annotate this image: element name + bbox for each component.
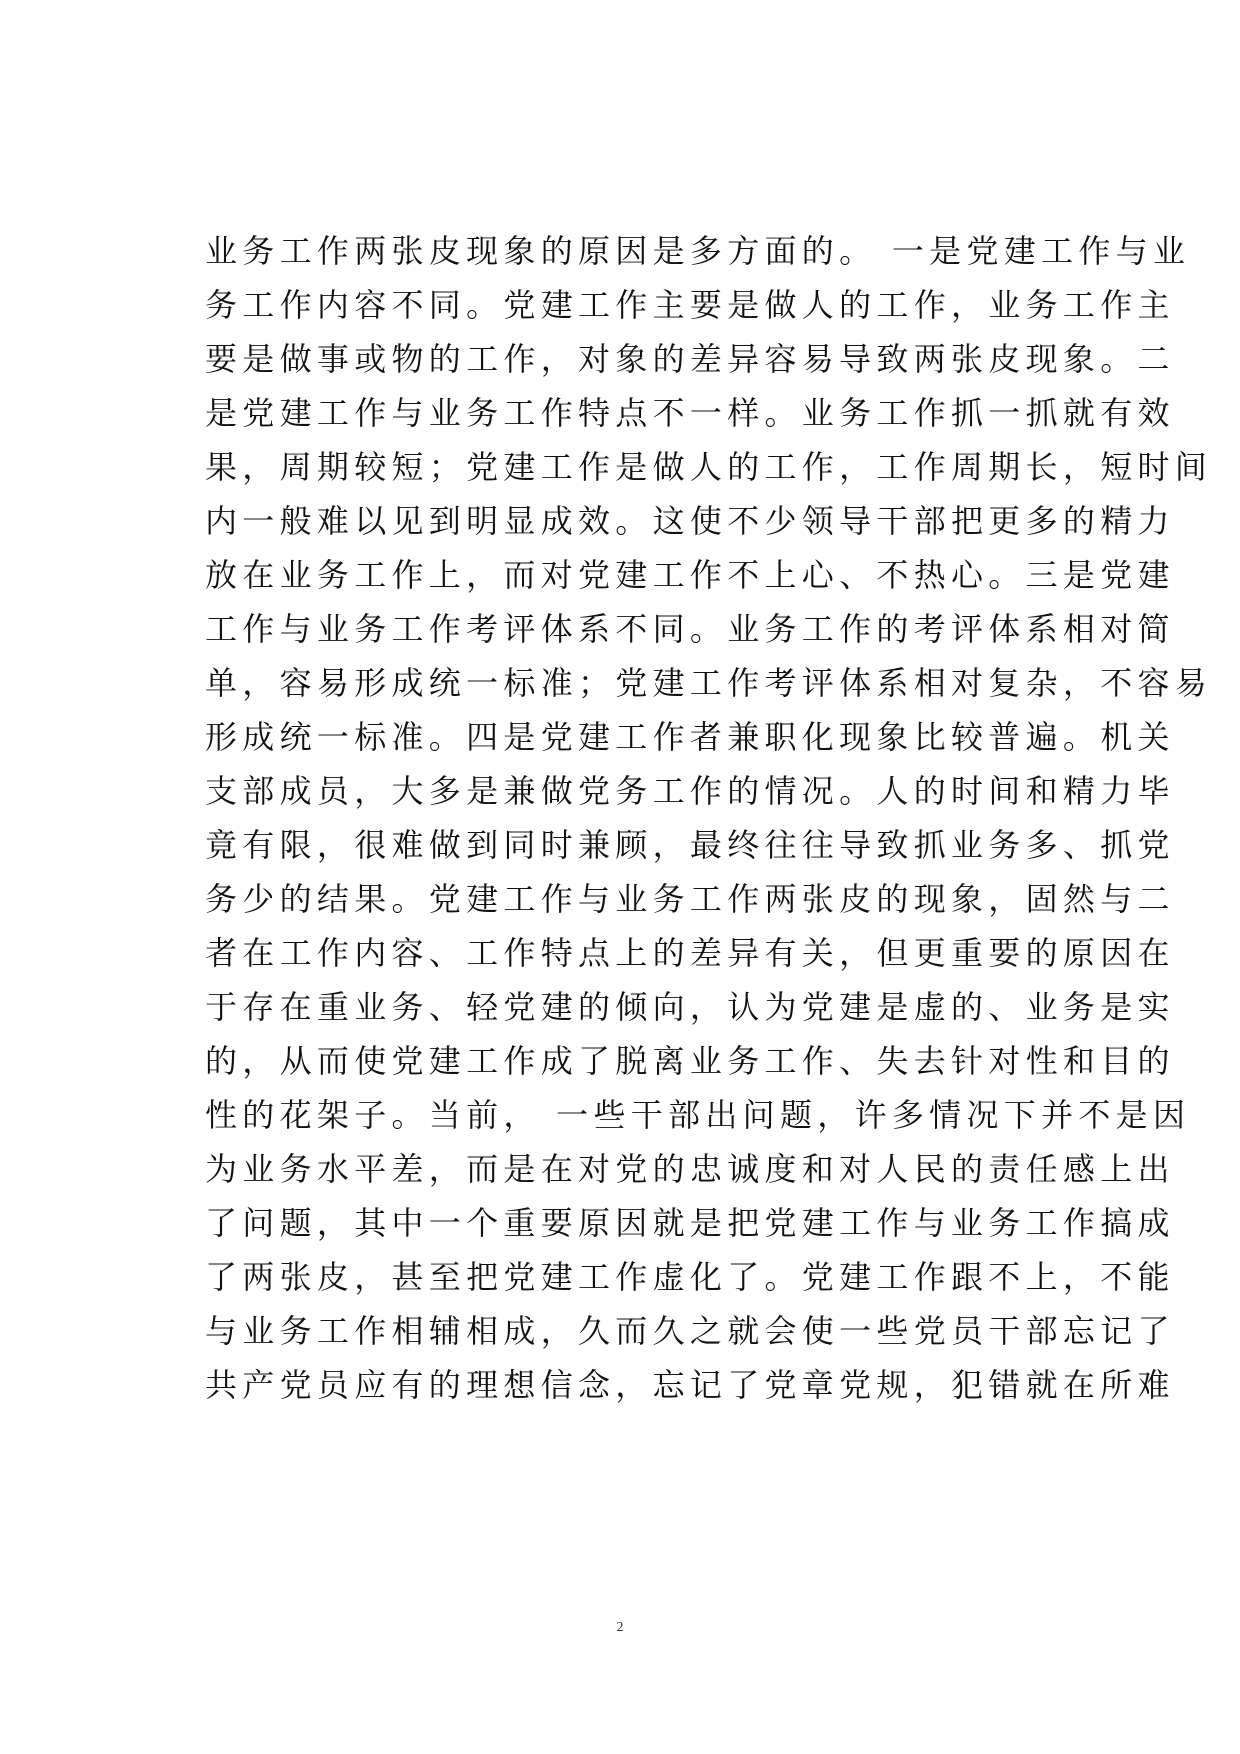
text-line: 竟有限，很难做到同时兼顾，最终往往导致抓业务多、抓党: [205, 826, 1175, 864]
text-line: 与业务工作相辅相成，久而久之就会使一些党员干部忘记了: [205, 1312, 1175, 1350]
text-line: 放在业务工作上，而对党建工作不上心、不热心。三是党建: [205, 556, 1175, 594]
text-line: 务少的结果。党建工作与业务工作两张皮的现象，固然与二: [205, 880, 1175, 918]
text-line: 单，容易形成统一标准；党建工作考评体系相对复杂，不容易: [205, 664, 1213, 702]
text-line: 要是做事或物的工作，对象的差异容易导致两张皮现象。二: [205, 340, 1175, 378]
text-line: 工作与业务工作考评体系不同。业务工作的考评体系相对简: [205, 610, 1175, 648]
text-line: 于存在重业务、轻党建的倾向，认为党建是虚的、业务是实: [205, 988, 1175, 1026]
text-line: 务工作内容不同。党建工作主要是做人的工作，业务工作主: [205, 286, 1175, 324]
text-line: 共产党员应有的理想信念，忘记了党章党规，犯错就在所难: [205, 1366, 1175, 1404]
text-line: 内一般难以见到明显成效。这使不少领导干部把更多的精力: [205, 502, 1175, 540]
text-line: 支部成员，大多是兼做党务工作的情况。人的时间和精力毕: [205, 772, 1175, 810]
text-line: 果，周期较短；党建工作是做人的工作，工作周期长，短时间: [205, 448, 1213, 486]
text-line: 了两张皮，甚至把党建工作虚化了。党建工作跟不上，不能: [205, 1258, 1175, 1296]
text-line: 为业务水平差，而是在对党的忠诚度和对人民的责任感上出: [205, 1150, 1175, 1188]
text-line: 性的花架子。当前， 一些干部出问题，许多情况下并不是因: [205, 1096, 1191, 1134]
page-number: 2: [616, 1620, 624, 1635]
text-line: 的，从而使党建工作成了脱离业务工作、失去针对性和目的: [205, 1042, 1175, 1080]
text-line: 业务工作两张皮现象的原因是多方面的。 一是党建工作与业: [205, 232, 1191, 270]
text-line: 了问题，其中一个重要原因就是把党建工作与业务工作搞成: [205, 1204, 1175, 1242]
text-line: 是党建工作与业务工作特点不一样。业务工作抓一抓就有效: [205, 394, 1175, 432]
text-line: 形成统一标准。四是党建工作者兼职化现象比较普遍。机关: [205, 718, 1175, 756]
body-paragraph: [205, 224, 1213, 1412]
text-line: 者在工作内容、工作特点上的差异有关，但更重要的原因在: [205, 934, 1175, 972]
